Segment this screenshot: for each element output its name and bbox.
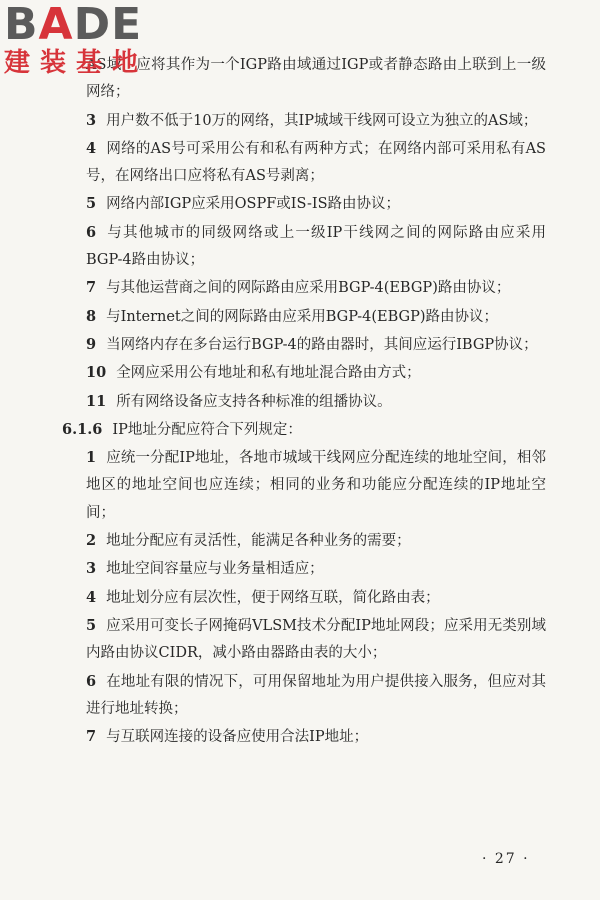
clause-item [86, 359, 546, 387]
clause-number: 6.1.6 [62, 420, 103, 438]
logo [4, 2, 174, 78]
clause-number: 7 [86, 728, 97, 746]
clause-item [86, 444, 546, 527]
clause-number: 10 [86, 364, 107, 382]
clause-text: 与Internet之间的网际路由应采用BGP-4(EBGP)路由协议； [106, 308, 499, 325]
clause-number: 9 [86, 335, 97, 353]
clause-text: 网络的AS号可采用公有和私有两种方式；在网络内部可采用私有AS号，在网络出口应将私有AS号剥离； [86, 140, 546, 185]
clause-number: 4 [86, 139, 97, 157]
clause-item [86, 190, 546, 218]
clause-item [86, 107, 546, 135]
clause-text: IP地址分配应符合下列规定： [112, 421, 302, 438]
clause-number: 5 [86, 195, 97, 213]
clause-item [86, 219, 546, 275]
clause-text: 用户数不低于10万的网络，其IP城域干线网可设立为独立的AS域； [106, 112, 538, 129]
clause-text: 与其他运营商之间的网际路由应采用BGP-4(EBGP)路由协议； [106, 280, 511, 297]
clause-item [86, 668, 546, 724]
clause-number: 5 [86, 616, 97, 634]
clause-number: 7 [86, 279, 97, 297]
clause-number: 6 [86, 672, 97, 690]
clause-number: 2 [86, 532, 97, 550]
clause-number: 11 [86, 392, 107, 410]
clause-text: 地址空间容量应与业务量相适应； [106, 561, 324, 578]
clause-text: 当网络内存在多台运行BGP-4的路由器时，其间应运行IBGP协议； [106, 336, 538, 353]
clause-text: 地址分配应有灵活性，能满足各种业务的需要； [106, 533, 411, 550]
clause-item [86, 274, 546, 302]
clause-item [86, 135, 546, 191]
clause-item [86, 388, 546, 416]
clause-text: AS域，应将其作为一个IGP路由域通过IGP或者静态路由上联到上一级网络； [86, 57, 546, 101]
clause-text: 网络内部IGP应采用OSPF或IS-IS路由协议； [106, 196, 401, 213]
logo-wordmark: BADE [4, 0, 143, 50]
clause-text: 地址划分应有层次性，便于网络互联，简化路由表； [106, 589, 440, 606]
clause-number: 3 [86, 111, 97, 129]
clause-number: 8 [86, 307, 97, 325]
clause-text: 全网应采用公有地址和私有地址混合路由方式； [116, 365, 421, 382]
clause-text: 与互联网连接的设备应使用合法IP地址； [106, 729, 369, 746]
clause-item [86, 555, 546, 583]
clause-text: 应统一分配IP地址，各地市城域干线网应分配连续的地址空间，相邻地区的地址空间也应连续；相同的业务和功能应分配连续的IP地址空间； [86, 450, 546, 521]
logo-subtitle: 建装基地 [4, 48, 149, 78]
clause-number: 3 [86, 560, 97, 578]
clause-text: 所有网络设备应支持各种标准的组播协议。 [116, 393, 392, 410]
clause-item [86, 584, 546, 612]
clause-item [86, 612, 546, 668]
clause-text: 与其他城市的同级网络或上一级IP干线网之间的网际路由应采用BGP-4路由协议； [86, 224, 546, 269]
clause-item [86, 303, 546, 331]
clause-text: 应采用可变长子网掩码VLSM技术分配IP地址网段；应采用无类别域内路由协议CIDR，减小路由器路由表的大小； [86, 617, 546, 662]
clause-item [86, 527, 546, 555]
clause-number: 1 [86, 449, 97, 467]
section-heading [62, 416, 546, 444]
clause-item [86, 723, 546, 751]
clause-number: 6 [86, 223, 97, 241]
clause-number: 4 [86, 588, 97, 606]
page-number: · 27 · [482, 851, 530, 867]
clause-item [86, 331, 546, 359]
clause-text: 在地址有限的情况下，可用保留地址为用户提供接入服务，但应对其进行地址转换； [86, 673, 546, 717]
